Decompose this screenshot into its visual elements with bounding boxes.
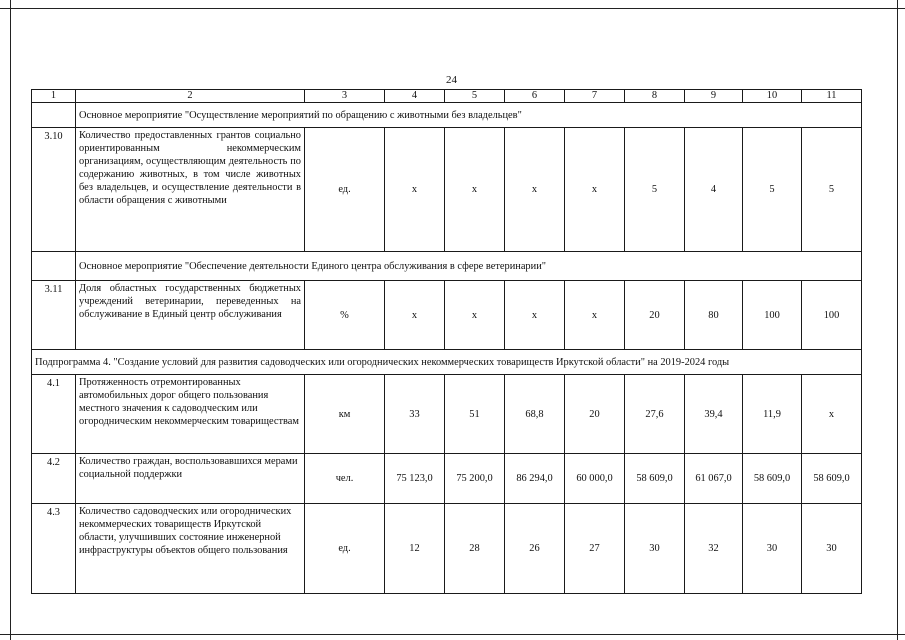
row-number: 4.1 xyxy=(32,375,76,454)
frame-top-line xyxy=(0,8,905,9)
value-cell: х xyxy=(385,281,445,350)
header-cell: 8 xyxy=(625,90,685,103)
unit-cell: чел. xyxy=(305,454,385,504)
value-cell: 30 xyxy=(625,504,685,594)
value-cell: х xyxy=(445,128,505,252)
indicators-table xyxy=(31,89,862,594)
table-row xyxy=(32,281,862,350)
indicator-name: Количество садоводческих или огороднических некоммерческих товариществ Иркутской области, улучшивших состояние инженерной инфраструктуры объектов общего пользования xyxy=(76,504,305,594)
frame-left-line xyxy=(10,0,11,640)
value-cell: 32 xyxy=(685,504,743,594)
column-number-row xyxy=(32,90,862,103)
value-cell: 100 xyxy=(802,281,862,350)
value-cell: 68,8 xyxy=(505,375,565,454)
value-cell: 39,4 xyxy=(685,375,743,454)
value-cell: 58 609,0 xyxy=(802,454,862,504)
section-title: Основное мероприятие "Обеспечение деятельности Единого центра обслуживания в сфере ветеринарии" xyxy=(76,252,862,281)
page-number: 24 xyxy=(446,74,457,86)
subprogram-row xyxy=(32,350,862,375)
row-number: 4.3 xyxy=(32,504,76,594)
value-cell: 5 xyxy=(802,128,862,252)
value-cell: 28 xyxy=(445,504,505,594)
header-cell: 10 xyxy=(743,90,802,103)
unit-cell: ед. xyxy=(305,504,385,594)
value-cell: 100 xyxy=(743,281,802,350)
value-cell: х xyxy=(505,281,565,350)
value-cell: 26 xyxy=(505,504,565,594)
row-number: 3.10 xyxy=(32,128,76,252)
header-cell: 6 xyxy=(505,90,565,103)
header-cell: 4 xyxy=(385,90,445,103)
section-row xyxy=(32,252,862,281)
indicator-name: Протяженность отремонтированных автомобильных дорог общего пользования местного значения к садоводческим или огородническим некоммерческим товариществам xyxy=(76,375,305,454)
value-cell: 20 xyxy=(565,375,625,454)
table-row xyxy=(32,454,862,504)
value-cell: 4 xyxy=(685,128,743,252)
value-cell: 20 xyxy=(625,281,685,350)
value-cell: 75 123,0 xyxy=(385,454,445,504)
table-row xyxy=(32,504,862,594)
header-cell: 5 xyxy=(445,90,505,103)
value-cell: 5 xyxy=(743,128,802,252)
header-cell: 11 xyxy=(802,90,862,103)
header-cell: 9 xyxy=(685,90,743,103)
frame-bottom-line xyxy=(0,634,905,635)
subprogram-title: Подпрограмма 4. "Создание условий для развития садоводческих или огороднических некоммерческих товариществ Иркутской области" на 2019-2024 годы xyxy=(32,350,862,375)
value-cell: 33 xyxy=(385,375,445,454)
value-cell: 11,9 xyxy=(743,375,802,454)
value-cell: 51 xyxy=(445,375,505,454)
value-cell: х xyxy=(505,128,565,252)
value-cell: 27 xyxy=(565,504,625,594)
section-row xyxy=(32,103,862,128)
indicator-name: Количество граждан, воспользовавшихся мерами социальной поддержки xyxy=(76,454,305,504)
row-number: 3.11 xyxy=(32,281,76,350)
value-cell: 30 xyxy=(743,504,802,594)
value-cell: х xyxy=(565,128,625,252)
header-cell: 1 xyxy=(32,90,76,103)
unit-cell: ед. xyxy=(305,128,385,252)
value-cell: 30 xyxy=(802,504,862,594)
section-title: Основное мероприятие "Осуществление мероприятий по обращению с животными без владельцев" xyxy=(76,103,862,128)
value-cell: х xyxy=(445,281,505,350)
frame-right-line xyxy=(897,0,898,640)
indicator-name: Доля областных государственных бюджетных учреждений ветеринарии, переведенных на обслуживание в Единый центр обслуживания xyxy=(76,281,305,350)
value-cell: 75 200,0 xyxy=(445,454,505,504)
value-cell: х xyxy=(802,375,862,454)
value-cell: 12 xyxy=(385,504,445,594)
value-cell: 86 294,0 xyxy=(505,454,565,504)
value-cell: 80 xyxy=(685,281,743,350)
value-cell: 58 609,0 xyxy=(743,454,802,504)
row-number: 4.2 xyxy=(32,454,76,504)
value-cell: 27,6 xyxy=(625,375,685,454)
header-cell: 7 xyxy=(565,90,625,103)
indicator-name: Количество предоставленных грантов социально ориентированным некоммерческим организациям, осуществляющим деятельность по содержанию животных, в том числе животных без владельцев, и осуществление деятельности в области обращения с животными xyxy=(76,128,305,252)
value-cell: 60 000,0 xyxy=(565,454,625,504)
header-cell: 3 xyxy=(305,90,385,103)
value-cell: х xyxy=(565,281,625,350)
value-cell: 61 067,0 xyxy=(685,454,743,504)
header-cell: 2 xyxy=(76,90,305,103)
value-cell: х xyxy=(385,128,445,252)
value-cell: 5 xyxy=(625,128,685,252)
unit-cell: км xyxy=(305,375,385,454)
table-row xyxy=(32,375,862,454)
unit-cell: % xyxy=(305,281,385,350)
table-row xyxy=(32,128,862,252)
value-cell: 58 609,0 xyxy=(625,454,685,504)
